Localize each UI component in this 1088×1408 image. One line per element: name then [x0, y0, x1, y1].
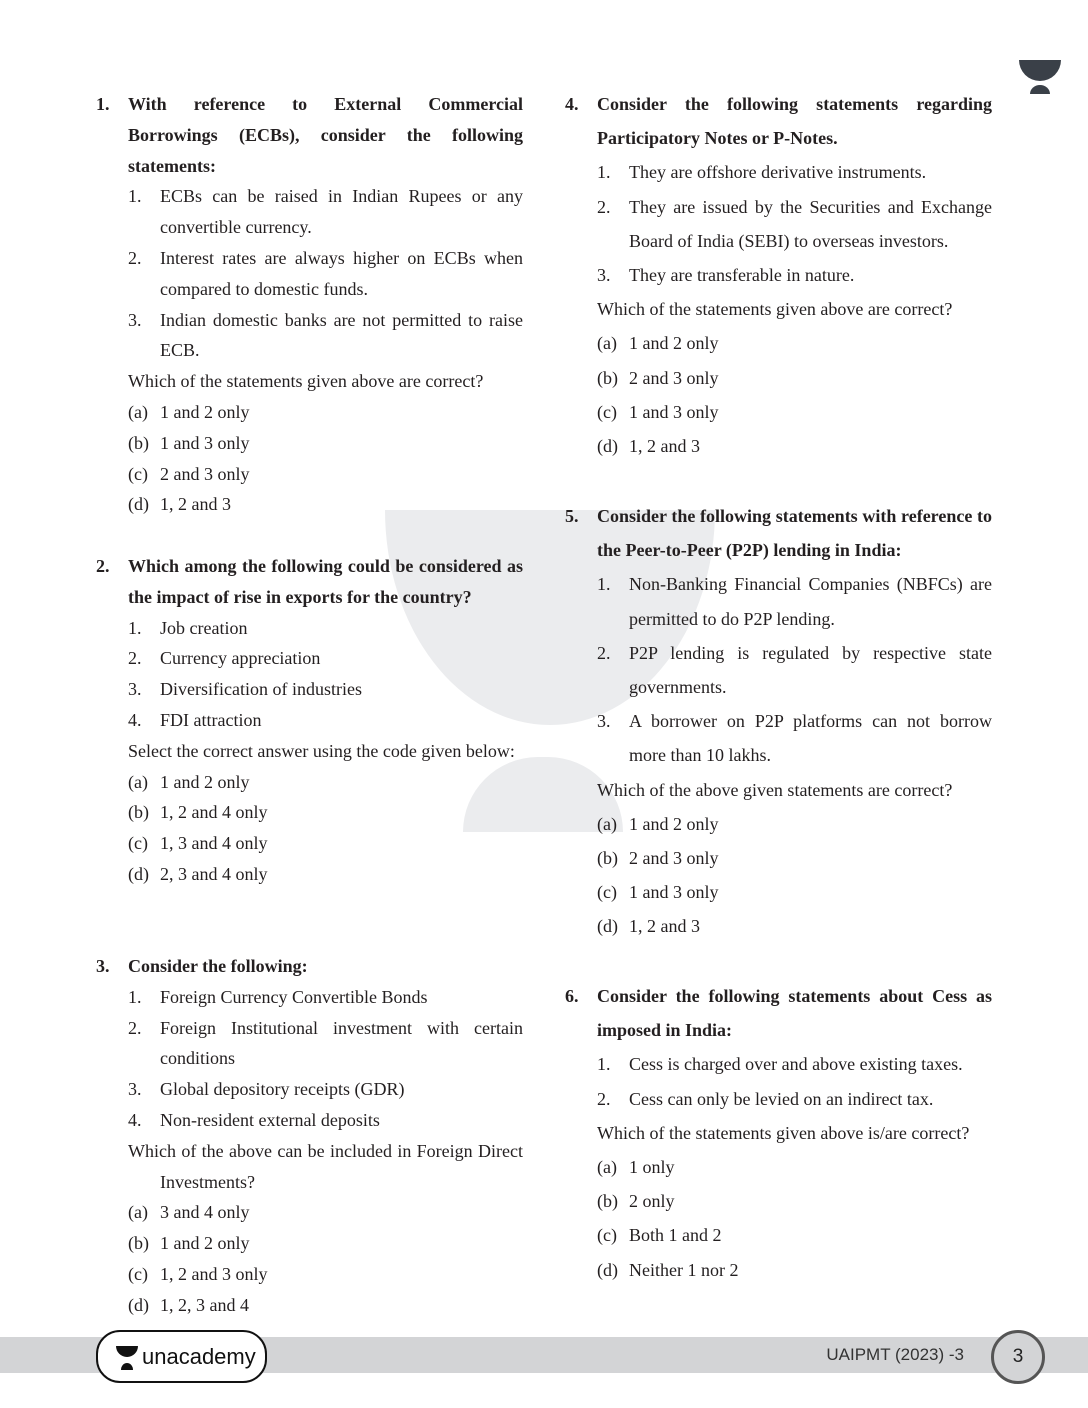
option-text: 1, 2, 3 and 4 [160, 1294, 249, 1315]
answer-option [128, 767, 523, 798]
statement-number: 1. [128, 986, 142, 1007]
statement-number: 1. [597, 162, 611, 183]
answer-option [597, 1218, 992, 1252]
question-1 [96, 89, 523, 520]
question-text: Consider the following: [128, 956, 308, 976]
statement-number: 3. [597, 265, 611, 286]
answer-option [128, 1197, 523, 1228]
answer-option [597, 395, 992, 429]
statement-text: Non-Banking Financial Companies (NBFCs) are permitted to do P2P lending. [629, 574, 992, 629]
question-stem [565, 87, 992, 155]
option-text: 2 and 3 only [629, 367, 719, 388]
statement-number: 2. [597, 642, 611, 663]
statement [128, 181, 523, 243]
statement [128, 674, 523, 705]
question-prompt: Which of the statements given above is/are correct? [597, 1122, 970, 1143]
brand-name: unacademy [142, 1343, 256, 1369]
option-label: (b) [597, 1191, 618, 1212]
option-label: (c) [597, 1225, 617, 1246]
statement-text: Currency appreciation [160, 648, 321, 669]
option-label: (c) [128, 833, 148, 854]
question-6 [565, 979, 992, 1287]
statement-text: Indian domestic banks are not permitted to raise ECB. [160, 309, 523, 361]
statement-text: Interest rates are always higher on ECBs when compared to domestic funds. [160, 247, 523, 299]
option-label: (b) [597, 848, 618, 869]
option-label: (c) [597, 882, 617, 903]
answer-option [597, 807, 992, 841]
statement [597, 704, 992, 772]
option-text: 1 and 2 only [160, 401, 250, 422]
statement-text: Cess is charged over and above existing taxes. [629, 1054, 963, 1075]
statement-number: 2. [128, 247, 142, 268]
statement-text: They are transferable in nature. [629, 265, 855, 286]
answer-option [128, 797, 523, 828]
question-prompt: Which of the above can be included in Foreign Direct Investments? [128, 1140, 523, 1192]
question-number: 4. [565, 94, 579, 114]
option-text: 1, 2 and 3 [160, 494, 231, 515]
question-text: Consider the following statements about Cess as imposed in India: [597, 986, 992, 1041]
option-text: 1 and 2 only [160, 1233, 250, 1254]
question-body [565, 567, 992, 943]
statement-text: Foreign Currency Convertible Bonds [160, 986, 428, 1007]
option-label: (a) [597, 813, 617, 834]
question-stem [565, 499, 992, 567]
statement [597, 636, 992, 704]
statement-number: 1. [128, 617, 142, 638]
question-number: 1. [96, 94, 110, 114]
answer-option [597, 1184, 992, 1218]
option-label: (a) [128, 771, 148, 792]
question-prompt: Which of the statements given above are correct? [128, 371, 484, 392]
option-label: (a) [597, 333, 617, 354]
statement [128, 1074, 523, 1105]
option-text: 1, 2 and 3 [629, 436, 700, 457]
statement-number: 2. [128, 648, 142, 669]
statement-number: 4. [128, 1109, 142, 1130]
statement [597, 1082, 992, 1116]
statement [128, 613, 523, 644]
statement-text: They are issued by the Securities and Exchange Board of India (SEBI) to overseas investors. [629, 196, 992, 251]
question-body [96, 982, 523, 1321]
question-5 [565, 499, 992, 944]
option-label: (c) [128, 463, 148, 484]
option-label: (c) [128, 1263, 148, 1284]
statement-number: 3. [128, 679, 142, 700]
question-body [565, 155, 992, 463]
statement-text: Job creation [160, 617, 248, 638]
statement-text: Global depository receipts (GDR) [160, 1079, 405, 1100]
question-3 [96, 951, 523, 1321]
question-number: 3. [96, 956, 110, 976]
question-text: With reference to External Commercial Borrowings (ECBs), consider the following statements: [128, 94, 523, 176]
option-text: 3 and 4 only [160, 1202, 250, 1223]
answer-option [597, 429, 992, 463]
question-body [565, 1047, 992, 1286]
question-2 [96, 551, 523, 890]
page-number: 3 [991, 1330, 1045, 1384]
statement-number: 1. [597, 574, 611, 595]
question-prompt: Which of the above given statements are correct? [597, 779, 953, 800]
option-text: 1 and 3 only [160, 432, 250, 453]
option-text: 2 and 3 only [629, 848, 719, 869]
statement-number: 2. [597, 1088, 611, 1109]
statement-text: A borrower on P2P platforms can not borrow more than 10 lakhs. [629, 711, 992, 766]
statement [597, 190, 992, 258]
statement-number: 1. [128, 186, 142, 207]
question-text: Consider the following statements with reference to the Peer-to-Peer (P2P) lending in India: [597, 506, 992, 561]
answer-option [128, 1290, 523, 1321]
statement-text: Foreign Institutional investment with certain conditions [160, 1017, 523, 1069]
option-label: (b) [128, 432, 149, 453]
question-number: 2. [96, 556, 110, 576]
answer-option [128, 428, 523, 459]
answer-option [128, 859, 523, 890]
answer-option [128, 397, 523, 428]
statement [128, 982, 523, 1013]
option-label: (a) [128, 1202, 148, 1223]
statement-text: Non-resident external deposits [160, 1109, 380, 1130]
option-label: (d) [597, 1259, 618, 1280]
statement [128, 643, 523, 674]
question-text: Consider the following statements regarding Participatory Notes or P-Notes. [597, 94, 992, 149]
option-text: 1 and 2 only [629, 813, 719, 834]
answer-option [597, 841, 992, 875]
paper-code: UAIPMT (2023) -3 [826, 1345, 964, 1364]
statement-number: 3. [128, 309, 142, 330]
answer-option [597, 361, 992, 395]
question-stem [565, 979, 992, 1047]
option-text: 1 and 3 only [629, 882, 719, 903]
statement [128, 1013, 523, 1075]
question-text: Which among the following could be considered as the impact of rise in exports for the country? [128, 556, 523, 607]
answer-option [128, 1228, 523, 1259]
statement-number: 3. [128, 1079, 142, 1100]
option-text: 1, 2 and 3 [629, 916, 700, 937]
answer-option [128, 459, 523, 490]
option-label: (a) [597, 1157, 617, 1178]
option-label: (b) [597, 367, 618, 388]
option-label: (d) [128, 494, 149, 515]
answer-option [597, 909, 992, 943]
option-text: Both 1 and 2 [629, 1225, 722, 1246]
footer-brand-logo [96, 1330, 267, 1383]
statement [597, 155, 992, 189]
option-text: 1, 2 and 3 only [160, 1263, 268, 1284]
option-text: 1 only [629, 1157, 675, 1178]
statement [597, 1047, 992, 1081]
statement [128, 1105, 523, 1136]
question-stem [96, 551, 523, 613]
option-label: (c) [597, 401, 617, 422]
answer-option [597, 875, 992, 909]
question-prompt: Which of the statements given above are correct? [597, 299, 953, 320]
option-text: Neither 1 nor 2 [629, 1259, 739, 1280]
option-label: (b) [128, 1233, 149, 1254]
question-4 [565, 87, 992, 463]
question-body [96, 181, 523, 520]
statement [128, 305, 523, 367]
question-number: 6. [565, 986, 579, 1006]
answer-option [597, 1150, 992, 1184]
question-body [96, 613, 523, 890]
statement [597, 258, 992, 292]
unacademy-logo-icon [1019, 60, 1061, 94]
option-text: 1, 3 and 4 only [160, 833, 268, 854]
statement-text: They are offshore derivative instruments. [629, 162, 927, 183]
answer-option [597, 326, 992, 360]
option-text: 2, 3 and 4 only [160, 863, 268, 884]
unacademy-logo-icon [116, 1344, 138, 1370]
answer-option [597, 1253, 992, 1287]
option-text: 1 and 2 only [160, 771, 250, 792]
statement-text: Cess can only be levied on an indirect tax. [629, 1088, 934, 1109]
question-number: 5. [565, 506, 579, 526]
statement-text: Diversification of industries [160, 679, 362, 700]
option-label: (a) [128, 401, 148, 422]
answer-option [128, 1259, 523, 1290]
option-text: 2 only [629, 1191, 675, 1212]
question-stem [96, 951, 523, 982]
statement [128, 243, 523, 305]
statement-number: 1. [597, 1054, 611, 1075]
statement-text: P2P lending is regulated by respective state governments. [629, 642, 992, 698]
option-label: (d) [597, 916, 618, 937]
option-text: 2 and 3 only [160, 463, 250, 484]
option-text: 1, 2 and 4 only [160, 802, 268, 823]
option-text: 1 and 3 only [629, 401, 719, 422]
option-label: (d) [597, 436, 618, 457]
option-label: (d) [128, 1294, 149, 1315]
option-label: (b) [128, 802, 149, 823]
statement-number: 2. [597, 196, 611, 217]
statement-number: 2. [128, 1017, 142, 1038]
answer-option [128, 489, 523, 520]
option-label: (d) [128, 863, 149, 884]
question-stem [96, 89, 523, 181]
statement-number: 3. [597, 711, 611, 732]
statement-text: FDI attraction [160, 709, 262, 730]
answer-option [128, 828, 523, 859]
statement-number: 4. [128, 709, 142, 730]
statement-text: ECBs can be raised in Indian Rupees or any convertible currency. [160, 186, 523, 238]
statement [128, 705, 523, 736]
statement [597, 567, 992, 635]
option-text: 1 and 2 only [629, 333, 719, 354]
question-prompt: Select the correct answer using the code given below: [128, 740, 515, 761]
